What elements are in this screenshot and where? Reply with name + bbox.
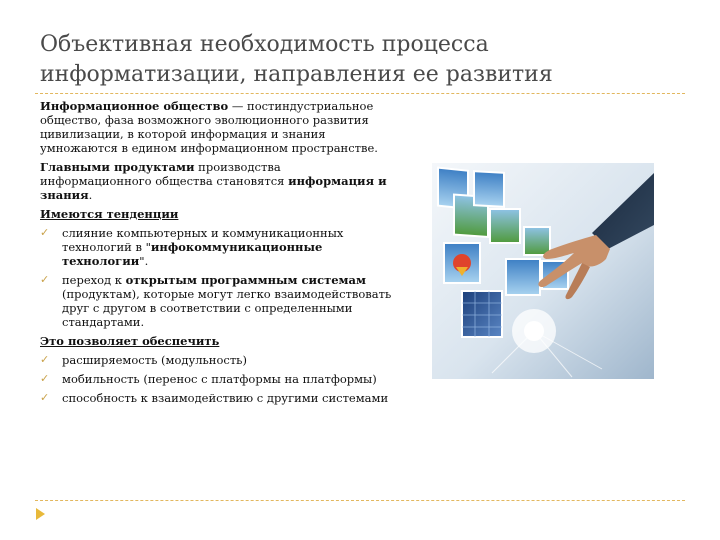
provides-heading: Это позволяет обеспечить: [40, 334, 220, 348]
products-text-1: производства информационного общества становятся: [40, 160, 289, 188]
checkmark-icon: ✓: [40, 273, 50, 286]
slide-title-line-1: Объективная необходимость процесса: [40, 32, 489, 57]
triangle-right-icon: [36, 508, 45, 520]
trend-1-text-1: слияние компьютерных и коммуникационных технологий в ": [62, 226, 344, 254]
provides-list: [40, 353, 392, 405]
definition-paragraph: [40, 99, 392, 155]
checkmark-icon: ✓: [40, 372, 50, 385]
products-paragraph: [40, 160, 392, 202]
products-text-2: .: [88, 188, 93, 202]
products-bold-2: информация и знания: [40, 174, 387, 202]
trend-1-bold: инфокоммуникационные технологии: [62, 240, 323, 268]
footer-divider: [35, 500, 685, 501]
checkmark-icon: ✓: [40, 391, 50, 404]
title-divider: [35, 93, 685, 94]
list-item: [40, 353, 392, 367]
checkmark-icon: ✓: [40, 226, 50, 239]
slide-body: [40, 99, 392, 410]
definition-text: — постиндустриальное общество, фаза возможного эволюционного развития цивилизации, в которой информация и знания умножаются в едином информационном пространстве.: [40, 99, 378, 155]
slide-title: [40, 30, 680, 90]
list-item: [40, 226, 392, 268]
products-bold-1: Главными продуктами: [40, 160, 195, 174]
checkmark-icon: ✓: [40, 353, 50, 366]
list-item: [40, 273, 392, 329]
trends-list: [40, 226, 392, 329]
trends-heading: Имеются тенденции: [40, 207, 179, 221]
provides-item-3: способность к взаимодействию с другими системами: [62, 391, 389, 405]
list-item: [40, 391, 392, 405]
list-item: [40, 372, 392, 386]
slide-title-line-2: информатизации, направления ее развития: [40, 62, 553, 87]
trend-2-bold: открытым программным системам: [125, 273, 366, 287]
trend-2-text-1: переход к: [62, 273, 126, 287]
hand-touching-floating-screens-image: [432, 163, 654, 379]
provides-item-1: расширяемость (модульность): [62, 353, 247, 367]
provides-item-2: мобильность (перенос с платформы на платформы): [62, 372, 377, 386]
trend-2-text-2: (продуктам), которые могут легко взаимодействовать друг с другом в соответствии с определенными стандартами.: [62, 287, 392, 329]
trend-1-text-2: ".: [139, 254, 149, 268]
definition-term: Информационное общество: [40, 99, 229, 113]
